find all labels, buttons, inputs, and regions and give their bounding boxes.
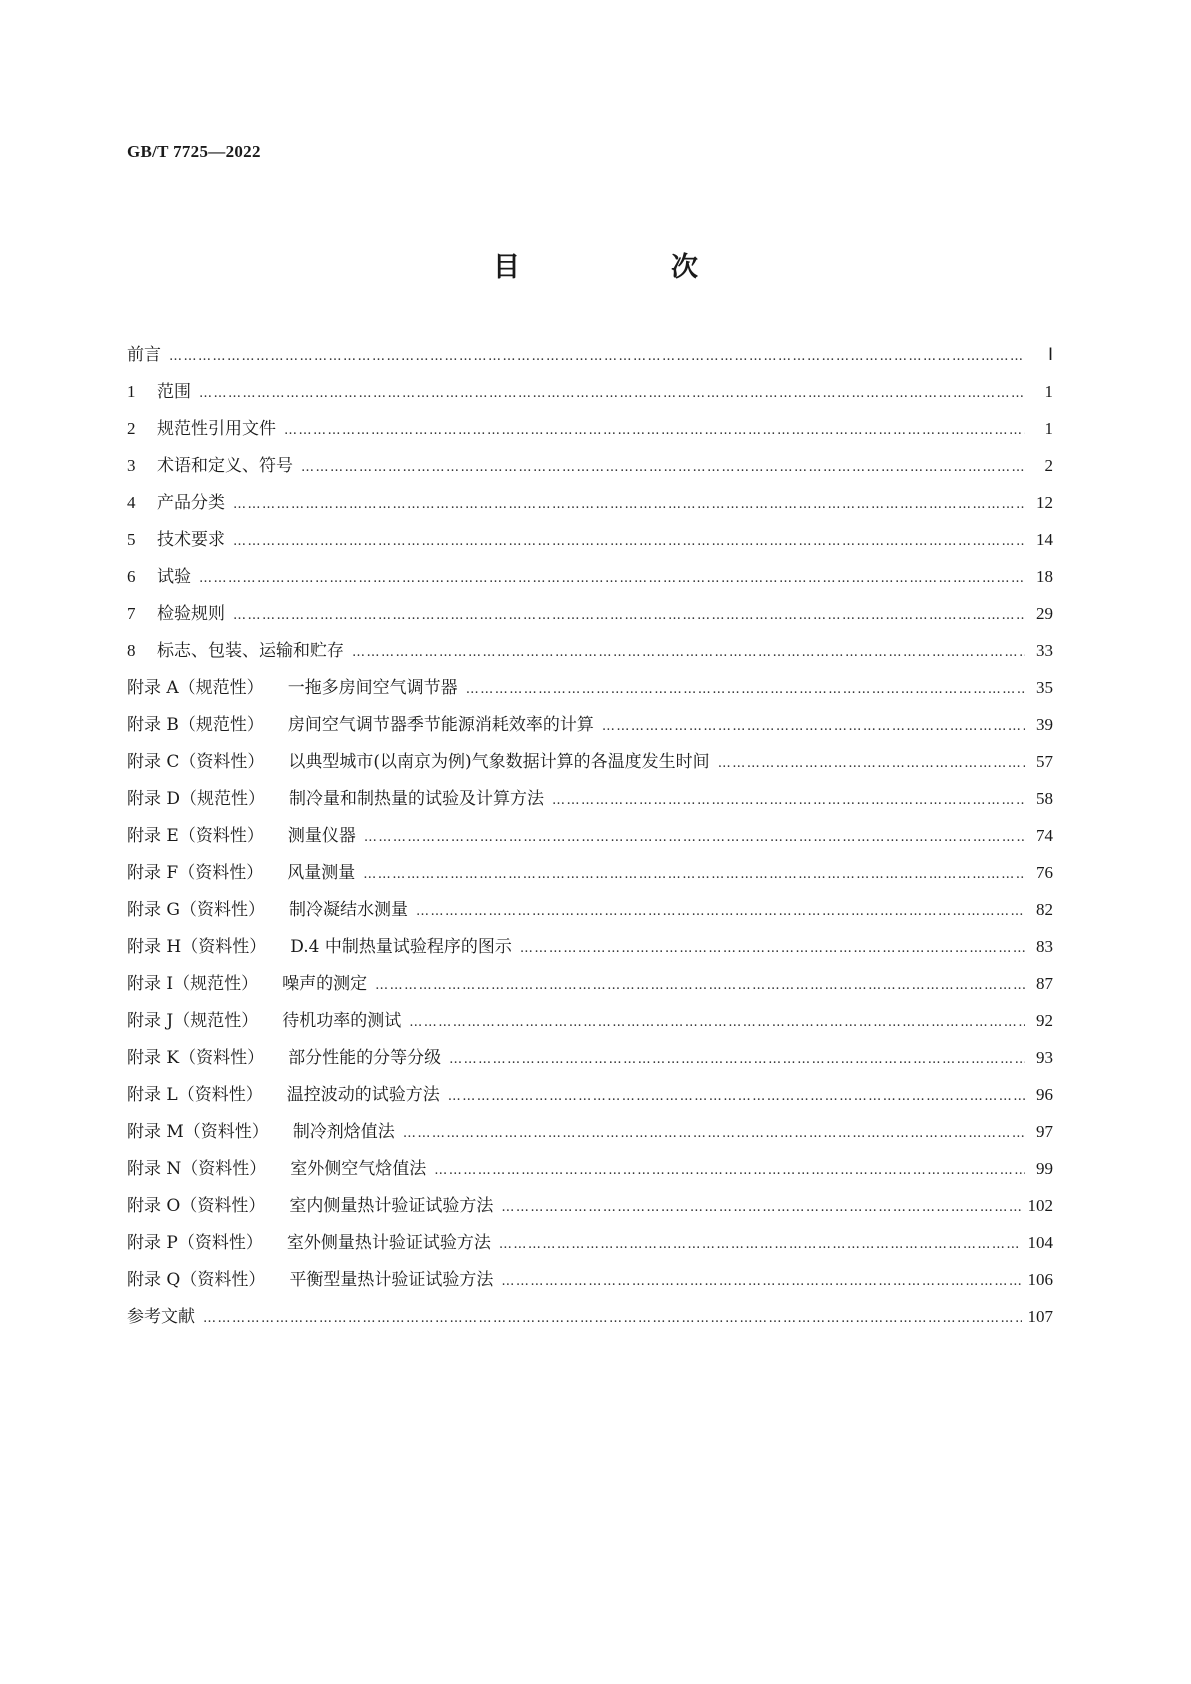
toc-entry-title: 温控波动的试验方法 <box>286 1085 440 1105</box>
toc-entry-label <box>127 969 367 994</box>
toc-entry-text: 附录 G（资料性） <box>127 900 265 920</box>
toc-entry-label <box>127 1265 493 1290</box>
toc-entry-title: 部分性能的分等分级 <box>288 1048 442 1068</box>
toc-entry-title: 制冷量和制热量的试验及计算方法 <box>289 789 545 809</box>
table-of-contents <box>127 340 1053 1339</box>
toc-entry-title: 噪声的测定 <box>282 974 368 994</box>
toc-entry-number: 3 <box>127 456 136 475</box>
toc-entry-text: 试验 <box>157 567 191 587</box>
toc-entry-label <box>127 932 512 957</box>
toc-dot-leader <box>203 1311 1022 1326</box>
toc-page-number: 99 <box>1036 1159 1053 1178</box>
toc-entry[interactable] <box>127 1302 1053 1339</box>
toc-entry[interactable] <box>127 636 1053 673</box>
toc-dot-leader <box>233 608 1025 623</box>
toc-entry[interactable] <box>127 784 1053 821</box>
toc-dot-leader <box>499 1237 1022 1252</box>
toc-entry[interactable] <box>127 1191 1053 1228</box>
toc-entry[interactable] <box>127 858 1053 895</box>
toc-entry[interactable] <box>127 1043 1053 1080</box>
toc-entry-label <box>127 340 161 365</box>
toc-entry[interactable] <box>127 1117 1053 1154</box>
toc-entry[interactable] <box>127 340 1053 377</box>
toc-entry-label <box>127 784 544 809</box>
toc-page-number: 106 <box>1027 1270 1053 1289</box>
toc-entry-label <box>127 1228 491 1253</box>
toc-dot-leader <box>199 571 1025 586</box>
toc-entry-label <box>127 414 276 439</box>
toc-entry-number: 4 <box>127 493 136 512</box>
toc-entry-label <box>127 488 225 513</box>
toc-entry[interactable] <box>127 377 1053 414</box>
toc-entry-number: 7 <box>127 604 136 623</box>
page-title: 目 次 <box>493 252 760 283</box>
toc-page-number: 93 <box>1036 1048 1053 1067</box>
toc-page-number: 107 <box>1027 1307 1053 1326</box>
toc-page-number: 35 <box>1036 678 1053 697</box>
toc-entry-text: 检验规则 <box>157 604 225 624</box>
toc-entry[interactable] <box>127 1080 1053 1117</box>
toc-entry-label <box>127 1043 441 1068</box>
toc-dot-leader <box>552 793 1025 808</box>
toc-entry-title: 待机功率的测试 <box>282 1011 402 1031</box>
toc-entry-text: 附录 M（资料性） <box>127 1122 269 1142</box>
toc-entry-label <box>127 673 458 698</box>
toc-entry-title: 房间空气调节器季节能源消耗效率的计算 <box>287 715 594 735</box>
toc-entry-text: 附录 P（资料性） <box>127 1233 263 1253</box>
toc-entry-text: 附录 D（规范性） <box>127 789 266 809</box>
toc-entry[interactable] <box>127 1228 1053 1265</box>
toc-entry-text: 附录 C（资料性） <box>127 752 265 772</box>
toc-dot-leader <box>199 386 1025 401</box>
toc-entry-label <box>127 821 356 846</box>
toc-page-number: 29 <box>1036 604 1053 623</box>
toc-entry-title: 测量仪器 <box>287 826 356 846</box>
toc-entry-text: 附录 L（资料性） <box>127 1085 263 1105</box>
toc-entry-text: 附录 K（资料性） <box>127 1048 265 1068</box>
toc-entry[interactable] <box>127 599 1053 636</box>
standard-code: GB/T 7725—2022 <box>127 142 261 161</box>
toc-entry-label <box>127 377 191 402</box>
toc-dot-leader <box>409 1015 1025 1030</box>
toc-entry[interactable] <box>127 525 1053 562</box>
toc-dot-leader <box>448 1089 1025 1104</box>
toc-entry-text: 范围 <box>157 382 191 402</box>
toc-entry[interactable] <box>127 414 1053 451</box>
toc-dot-leader <box>466 682 1025 697</box>
toc-page-number: 57 <box>1036 752 1053 771</box>
toc-entry-title: 平衡型量热计验证试验方法 <box>289 1270 494 1290</box>
toc-entry-label <box>127 599 225 624</box>
toc-page-number: 96 <box>1036 1085 1053 1104</box>
toc-entry-title: 室外侧量热计验证试验方法 <box>286 1233 491 1253</box>
toc-page-number: 18 <box>1036 567 1053 586</box>
toc-page-number: 1 <box>1044 419 1053 438</box>
toc-entry[interactable] <box>127 1154 1053 1191</box>
toc-entry[interactable] <box>127 969 1053 1006</box>
toc-entry-number: 6 <box>127 567 136 586</box>
toc-page-number: 83 <box>1036 937 1053 956</box>
toc-entry-title: 制冷剂焓值法 <box>292 1122 395 1142</box>
toc-entry-label <box>127 1117 395 1142</box>
toc-entry-text: 附录 N（资料性） <box>127 1159 267 1179</box>
toc-entry-label <box>127 1191 493 1216</box>
toc-entry-title: 室外侧空气焓值法 <box>290 1159 427 1179</box>
toc-entry-number: 8 <box>127 641 136 660</box>
toc-page-number: 2 <box>1044 456 1053 475</box>
toc-entry[interactable] <box>127 562 1053 599</box>
toc-entry[interactable] <box>127 488 1053 525</box>
toc-entry-title: 以典型城市(以南京为例)气象数据计算的各温度发生时间 <box>288 752 710 772</box>
toc-dot-leader <box>434 1163 1025 1178</box>
toc-page-number: 74 <box>1036 826 1053 845</box>
toc-entry[interactable] <box>127 747 1053 784</box>
toc-entry-label <box>127 1006 401 1031</box>
toc-entry-label <box>127 895 408 920</box>
toc-page-number: Ⅰ <box>1047 345 1053 364</box>
toc-dot-leader <box>602 719 1025 734</box>
toc-page-number: 87 <box>1036 974 1053 993</box>
toc-entry-text: 附录 F（资料性） <box>127 863 264 883</box>
toc-entry-text: 技术要求 <box>157 530 225 550</box>
toc-entry-text: 附录 Q（资料性） <box>127 1270 266 1290</box>
toc-entry-label <box>127 747 710 772</box>
toc-entry[interactable] <box>127 710 1053 747</box>
toc-entry-text: 附录 I（规范性） <box>127 974 259 994</box>
toc-page-number: 97 <box>1036 1122 1053 1141</box>
toc-page-number: 76 <box>1036 863 1053 882</box>
toc-page-number: 12 <box>1036 493 1053 512</box>
toc-entry[interactable] <box>127 1006 1053 1043</box>
toc-entry-text: 附录 A（规范性） <box>127 678 264 698</box>
toc-dot-leader <box>501 1200 1021 1215</box>
toc-dot-leader <box>718 756 1025 771</box>
toc-page-number: 1 <box>1044 382 1053 401</box>
toc-entry-text: 标志、包装、运输和贮存 <box>157 641 344 661</box>
toc-entry-number: 1 <box>127 382 136 401</box>
toc-entry[interactable] <box>127 1265 1053 1302</box>
toc-entry-text: 产品分类 <box>157 493 225 513</box>
toc-entry-title: 风量测量 <box>287 863 356 883</box>
toc-entry-text: 附录 H（资料性） <box>127 937 267 957</box>
toc-entry-text: 前言 <box>127 345 161 365</box>
toc-entry-text: 附录 E（资料性） <box>127 826 264 846</box>
toc-entry-text: 规范性引用文件 <box>157 419 276 439</box>
toc-entry-label <box>127 636 344 661</box>
toc-dot-leader <box>169 349 1025 364</box>
toc-dot-leader <box>352 645 1025 660</box>
toc-entry[interactable] <box>127 821 1053 858</box>
toc-entry-number: 5 <box>127 530 136 549</box>
toc-dot-leader <box>364 830 1025 845</box>
toc-entry-title: 室内侧量热计验证试验方法 <box>289 1196 494 1216</box>
toc-entry-label <box>127 525 225 550</box>
toc-entry-label <box>127 451 293 476</box>
toc-entry-text: 附录 B（规范性） <box>127 715 264 735</box>
toc-entry[interactable] <box>127 451 1053 488</box>
toc-page-number: 82 <box>1036 900 1053 919</box>
toc-entry-text: 附录 O（资料性） <box>127 1196 266 1216</box>
toc-dot-leader <box>301 460 1025 475</box>
toc-entry-label <box>127 858 355 883</box>
toc-entry[interactable] <box>127 895 1053 932</box>
toc-page-number: 58 <box>1036 789 1053 808</box>
toc-entry-title: 制冷凝结水测量 <box>288 900 408 920</box>
toc-dot-leader <box>449 1052 1025 1067</box>
toc-entry-text: 附录 J（规范性） <box>127 1011 259 1031</box>
toc-entry-label <box>127 1154 426 1179</box>
toc-page-number: 92 <box>1036 1011 1053 1030</box>
toc-entry-number: 2 <box>127 419 136 438</box>
toc-dot-leader <box>233 497 1025 512</box>
toc-entry[interactable] <box>127 673 1053 710</box>
toc-entry-label <box>127 1080 440 1105</box>
toc-dot-leader <box>284 423 1025 438</box>
toc-page-number: 39 <box>1036 715 1053 734</box>
toc-page-number: 33 <box>1036 641 1053 660</box>
toc-entry-title: D.4 中制热量试验程序的图示 <box>290 937 512 957</box>
toc-dot-leader <box>363 867 1025 882</box>
toc-entry-label <box>127 1302 195 1327</box>
toc-entry-label <box>127 562 191 587</box>
toc-entry-title: 一拖多房间空气调节器 <box>287 678 458 698</box>
toc-page-number: 102 <box>1027 1196 1053 1215</box>
toc-page-number: 14 <box>1036 530 1053 549</box>
toc-entry-text: 参考文献 <box>127 1307 195 1327</box>
toc-entry-text: 术语和定义、符号 <box>157 456 293 476</box>
toc-dot-leader <box>416 904 1025 919</box>
toc-dot-leader <box>375 978 1025 993</box>
toc-dot-leader <box>501 1274 1021 1289</box>
toc-dot-leader <box>233 534 1025 549</box>
toc-entry[interactable] <box>127 932 1053 969</box>
toc-dot-leader <box>403 1126 1025 1141</box>
toc-page-number: 104 <box>1027 1233 1053 1252</box>
toc-dot-leader <box>520 941 1025 956</box>
toc-entry-label <box>127 710 594 735</box>
